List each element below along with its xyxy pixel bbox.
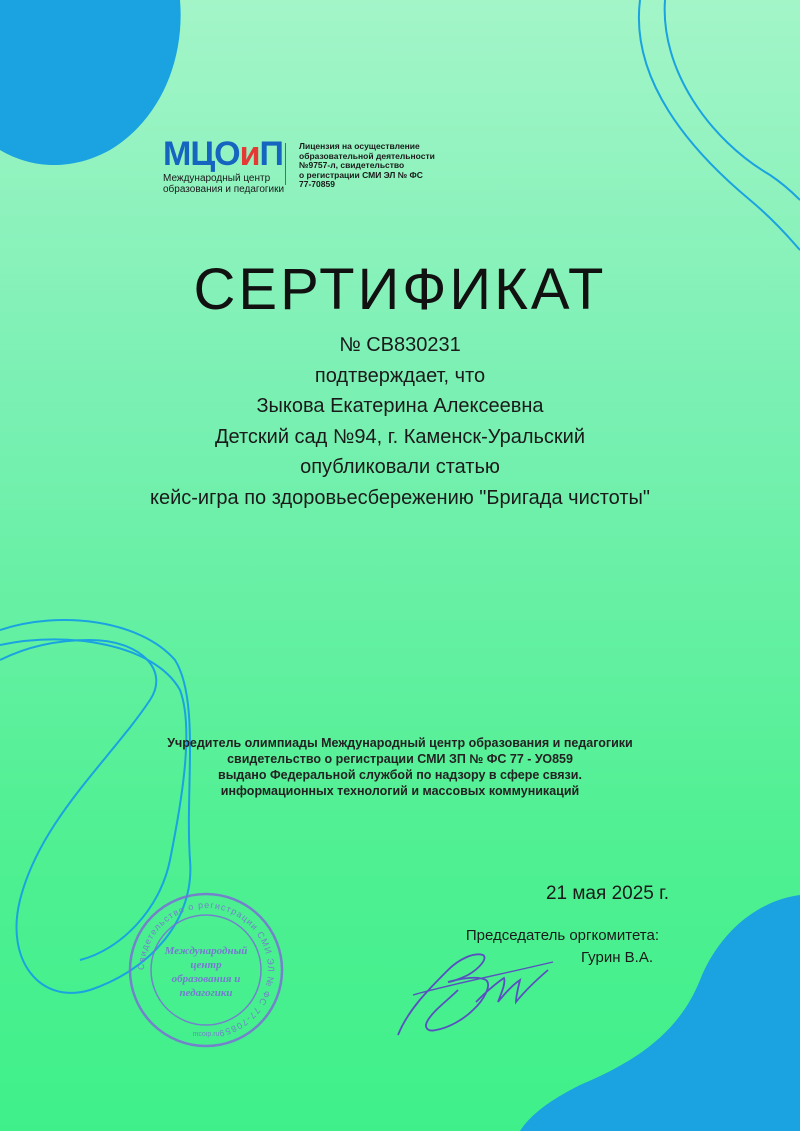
- issue-date: 21 мая 2025 г.: [545, 883, 669, 904]
- chair-label: Председатель оргкомитета:: [465, 927, 659, 944]
- stamp-center-line2: центр: [190, 959, 222, 971]
- logo-mark: МЦОиП: [163, 135, 283, 173]
- logo: [163, 137, 284, 195]
- stamp-center-line3: образования и: [171, 973, 241, 985]
- stamp-site: mcoip.ru: [192, 1031, 220, 1038]
- chair-name: Гурин В.А.: [581, 949, 653, 966]
- logo-divider: [285, 143, 286, 185]
- top-right-loop-2: [665, 0, 800, 200]
- top-left-blob: [0, 0, 181, 165]
- stamp-center-line4: педагогики: [179, 987, 233, 999]
- stamp-ring-text: Свидетельство о регистрации СМИ ЭЛ № ФС 77-70859: [135, 899, 277, 1039]
- certificate-number: № СВ830231: [339, 334, 461, 356]
- logo-subtitle: Международный центр образования и педагогики: [163, 173, 285, 195]
- license-text: Лицензия на осуществление образовательной деятельности №9757-л, свидетельство о регистрации СМИ ЭЛ № ФС 77-70859: [299, 141, 435, 189]
- official-stamp: [128, 892, 284, 1048]
- certificate-body: [0, 330, 800, 513]
- recipient-name: Зыкова Екатерина Алексеевна: [256, 395, 544, 417]
- action-text: опубликовали статью: [300, 456, 500, 478]
- stamp-center-line1: Международный: [164, 945, 248, 957]
- founder-info: Учредитель олимпиады Международный центр образования и педагогики свидетельство о регистрации СМИ ЗП № ФС 77 - УО859 выдано Федеральной службой по надзору в сфере связи. информационных технологий и массовых коммуникаций: [167, 736, 633, 798]
- confirms-text: подтверждает, что: [314, 364, 486, 387]
- article-title: кейс-игра по здоровьесбережению "Бригада чистоты": [150, 486, 650, 509]
- recipient-organization: Детский сад №94, г. Каменск-Уральский: [214, 425, 586, 448]
- signature: [388, 940, 558, 1045]
- certificate-title: СЕРТИФИКАТ: [193, 257, 607, 322]
- top-right-loop: [639, 0, 800, 250]
